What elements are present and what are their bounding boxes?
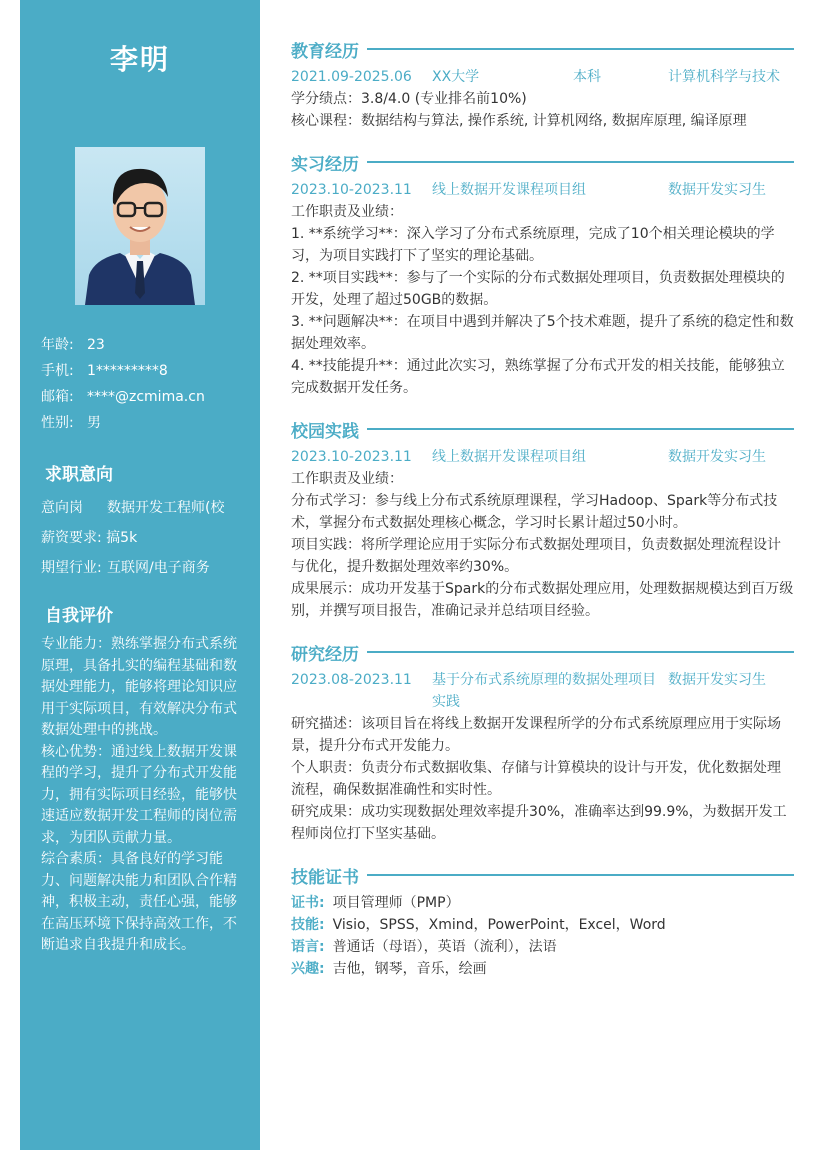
edu-major: 计算机科学与技术: [668, 69, 780, 85]
section-divider: [367, 428, 794, 430]
skills-section: [291, 862, 794, 980]
section-title: 校园实践: [291, 421, 359, 442]
research-body: [291, 713, 794, 845]
research-meta: [291, 669, 794, 713]
portrait-photo: [75, 147, 205, 305]
research-org: 基于分布式系统原理的数据处理项目实践: [432, 672, 656, 710]
section-divider: [367, 48, 794, 50]
internship-section: [291, 149, 794, 399]
campus-role: 数据开发实习生: [668, 449, 766, 465]
skill-row-interests: 兴趣: 吉他，钢琴，音乐，绘画: [291, 961, 487, 977]
campus-line: 分布式学习：参与线上分布式系统原理课程，学习Hadoop、Spark等分布式技术，掌握分布式数据处理核心概念，学习时长累计超过50小时。: [291, 493, 778, 531]
research-line: 个人职责：负责分布式数据收集、存储与计算模块的设计与开发，优化数据处理流程，确保数据准确性和实时性。: [291, 760, 781, 798]
campus-line: 项目实践：将所学理论应用于实际分布式数据处理项目，负责数据处理流程设计与优化，提升数据处理效率约30%。: [291, 537, 781, 575]
skill-row-language: 语言: 普通话（母语），英语（流利），法语: [291, 939, 557, 955]
main-content: [291, 36, 794, 980]
intern-line: 3. **问题解决**：在项目中遇到并解决了5个技术难题，提升了系统的稳定性和数据处理效率。: [291, 314, 794, 352]
edu-line: 学分绩点：3.8/4.0 (专业排名前10%): [291, 91, 527, 107]
campus-meta: [291, 446, 794, 468]
intent-title: 求职意向: [45, 465, 113, 485]
self-eval-paragraph: 核心优势：通过线上数据开发课程的学习，提升了分布式开发能力，拥有实际项目经验，能够快速适应数据开发工程师的岗位需求，为团队贡献力量。: [41, 743, 237, 846]
research-role: 数据开发实习生: [668, 672, 766, 688]
section-header: [291, 416, 794, 442]
edu-degree: 本科: [573, 69, 601, 85]
education-meta: [291, 66, 794, 88]
self-eval-paragraph: 综合素质：具备良好的学习能力、问题解决能力和团队合作精神，积极主动，责任心强，能够在高压环境下保持高效工作，不断追求自我提升和成长。: [41, 851, 237, 953]
research-date: 2023.08-2023.11: [291, 672, 412, 688]
campus-body: [291, 468, 794, 622]
section-title: 实习经历: [291, 154, 359, 175]
intent-industry: 期望行业: 互联网/电子商务: [41, 560, 210, 576]
internship-meta: [291, 179, 794, 201]
section-divider: [367, 651, 794, 653]
intern-role: 数据开发实习生: [668, 182, 766, 198]
section-title: 教育经历: [291, 41, 359, 62]
education-body: [291, 88, 794, 132]
section-divider: [367, 161, 794, 163]
edu-date: 2021.09-2025.06: [291, 69, 412, 85]
job-intent: [41, 498, 251, 588]
campus-org: 线上数据开发课程项目组: [432, 449, 586, 465]
section-divider: [367, 874, 794, 876]
section-header: [291, 36, 794, 62]
edu-line: 核心课程：数据结构与算法, 操作系统, 计算机网络, 数据库原理, 编译原理: [291, 113, 747, 129]
research-line: 研究描述：该项目旨在将线上数据开发课程所学的分布式系统原理应用于实际场景，提升分布式开发能力。: [291, 716, 781, 754]
internship-body: [291, 201, 794, 399]
section-title: 技能证书: [291, 867, 359, 888]
self-eval-title: 自我评价: [45, 606, 113, 626]
section-header: [291, 149, 794, 175]
skill-row-certificate: 证书: 项目管理师（PMP）: [291, 895, 460, 911]
campus-section: [291, 416, 794, 622]
research-line: 研究成果：成功实现数据处理效率提升30%，准确率达到99.9%，为数据开发工程师岗位打下坚实基础。: [291, 804, 787, 842]
education-section: [291, 36, 794, 132]
intent-position: 意向岗 数据开发工程师(校: [41, 500, 225, 516]
self-evaluation: [41, 634, 241, 957]
intent-salary: 薪资要求: 搞5k: [41, 530, 138, 546]
personal-info: [41, 335, 205, 439]
info-age: 年龄: 23: [41, 337, 105, 353]
campus-date: 2023.10-2023.11: [291, 449, 412, 465]
campus-line: 成果展示：成功开发基于Spark的分布式数据处理应用，处理数据规模达到百万级别，并撰写项目报告，准确记录并总结项目经验。: [291, 581, 794, 619]
section-header: [291, 862, 794, 888]
skill-row-skills: 技能: Visio，SPSS，Xmind，PowerPoint，Excel，Word: [291, 917, 666, 933]
intern-org: 线上数据开发课程项目组: [432, 182, 586, 198]
sidebar: [20, 0, 260, 1150]
skills-body: [291, 892, 794, 980]
section-header: [291, 639, 794, 665]
self-eval-paragraph: 专业能力：熟练掌握分布式系统原理，具备扎实的编程基础和数据处理能力，能够将理论知识应用于实际项目，有效解决分布式数据处理中的挑战。: [41, 636, 237, 738]
info-phone: 手机: 1*********8: [41, 363, 168, 379]
edu-school: XX大学: [432, 69, 480, 85]
intern-line: 4. **技能提升**：通过此次实习，熟练掌握了分布式开发的相关技能，能够独立完成数据开发任务。: [291, 358, 785, 396]
intern-line: 1. **系统学习**：深入学习了分布式系统原理，完成了10个相关理论模块的学习，为项目实践打下了坚实的理论基础。: [291, 226, 775, 264]
candidate-name: 李明: [109, 43, 170, 76]
section-title: 研究经历: [291, 644, 359, 665]
intern-date: 2023.10-2023.11: [291, 182, 412, 198]
campus-line: 工作职责及业绩：: [291, 471, 403, 487]
info-gender: 性别: 男: [41, 415, 101, 431]
intern-line: 2. **项目实践**：参与了一个实际的分布式数据处理项目，负责数据处理模块的开发，处理了超过50GB的数据。: [291, 270, 785, 308]
intern-line: 工作职责及业绩：: [291, 204, 403, 220]
research-section: [291, 639, 794, 845]
info-email: 邮箱: ****@zcmima.cn: [41, 389, 205, 405]
